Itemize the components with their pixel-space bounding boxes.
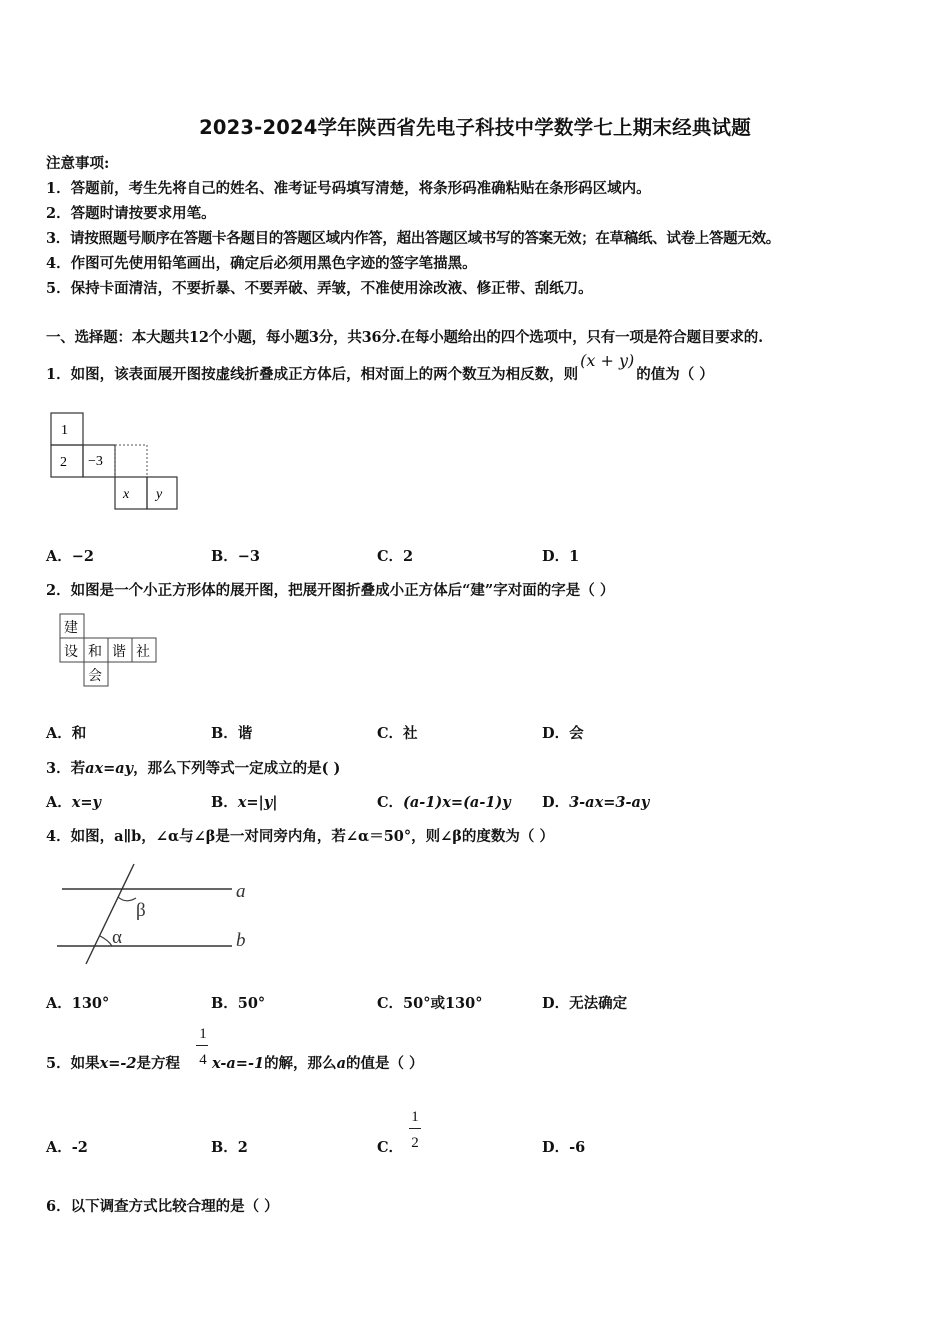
q1-net-cell: 2 bbox=[60, 455, 67, 470]
q3-option-a[interactable] bbox=[46, 791, 101, 812]
q3-option-label: C． bbox=[377, 794, 404, 811]
q5-option-c[interactable]: C． bbox=[377, 1139, 404, 1156]
q5-optc-denominator: 2 bbox=[411, 1135, 419, 1151]
q4-label-beta: β bbox=[136, 900, 146, 921]
q5-optc-fraction-bar bbox=[409, 1128, 421, 1129]
q4-option-b[interactable]: B．50° bbox=[211, 995, 266, 1012]
q5-stem-text: 5．如果 bbox=[46, 1055, 100, 1072]
q3-option-c[interactable] bbox=[377, 791, 511, 812]
transversal bbox=[86, 864, 134, 964]
q1-net-cell: x bbox=[123, 487, 130, 502]
q4-label-a: a bbox=[236, 881, 246, 902]
q3-stem-var: ax=ay bbox=[85, 760, 134, 777]
q5-var-a: a bbox=[336, 1055, 346, 1072]
notice-heading: 注意事项: bbox=[46, 155, 110, 172]
q2-option-b[interactable]: B．谐 bbox=[211, 725, 253, 742]
q5-option-d[interactable]: D．-6 bbox=[542, 1139, 586, 1156]
q2-net-cell: 社 bbox=[136, 645, 150, 660]
angle-beta-arc bbox=[118, 897, 136, 901]
q1-option-d[interactable]: D．1 bbox=[542, 548, 580, 565]
q5-fraction-numerator: 1 bbox=[199, 1026, 207, 1042]
q4-parallel-lines-figure bbox=[52, 860, 267, 970]
q3-option-expr: x=y bbox=[71, 794, 101, 811]
q3-option-label: B． bbox=[211, 794, 238, 811]
q1-stem-text: 1．如图，该表面展开图按虚线折叠成正方体后，相对面上的两个数互为相反数，则 bbox=[46, 366, 579, 383]
q3-option-label: A． bbox=[46, 794, 72, 811]
page-title: 2023-2024学年陕西省先电子科技中学数学七上期末经典试题 bbox=[199, 116, 751, 139]
q2-net-cell: 和 bbox=[88, 645, 102, 660]
q2-net-cell: 建 bbox=[64, 621, 78, 636]
q3-stem-end: ，那么下列等式一定成立的是( ) bbox=[133, 760, 341, 777]
q3-option-expr: 3-ax=3-ay bbox=[569, 794, 650, 811]
q5-stem-part2 bbox=[212, 1052, 424, 1073]
q2-option-c[interactable]: C．社 bbox=[377, 725, 418, 742]
q4-option-d[interactable]: D．无法确定 bbox=[542, 995, 628, 1012]
q1-stem-end: 的值为（ ） bbox=[636, 366, 714, 383]
q2-net-cell: 会 bbox=[88, 669, 102, 684]
q3-stem bbox=[46, 757, 340, 778]
notice-item: 3．请按照题号顺序在答题卡各题目的答题区域内作答，超出答题区域书写的答案无效；在草稿纸、试卷上答题无效。 bbox=[46, 230, 780, 247]
notice-item: 4．作图可先使用铅笔画出，确定后必须用黑色字迹的签字笔描黑。 bbox=[46, 255, 477, 272]
q1-cube-net bbox=[48, 410, 183, 512]
q5-stem-var: x=-2 bbox=[99, 1055, 137, 1072]
q3-option-expr: x=|y| bbox=[237, 794, 278, 811]
q3-option-d[interactable] bbox=[542, 791, 649, 812]
notice-item: 1．答题前，考生先将自己的姓名、准考证号码填写清楚，将条形码准确粘贴在条形码区域内。 bbox=[46, 180, 651, 197]
notice-item: 2．答题时请按要求用笔。 bbox=[46, 205, 216, 222]
q5-stem-text3: 的解，那么 bbox=[264, 1055, 337, 1072]
q5-stem-part1 bbox=[46, 1052, 180, 1073]
q3-option-b[interactable] bbox=[211, 791, 278, 812]
q3-option-expr: (a-1)x=(a-1)y bbox=[403, 794, 511, 811]
q1-option-c[interactable]: C．2 bbox=[377, 548, 414, 565]
q5-option-b[interactable]: B．2 bbox=[211, 1139, 248, 1156]
q1-option-a[interactable]: A．−2 bbox=[46, 548, 94, 565]
section-heading: 一、选择题：本大题共12个小题，每小题3分，共36分.在每小题给出的四个选项中，只有一项是符合题目要求的. bbox=[46, 329, 763, 346]
q5-stem-text2: 是方程 bbox=[136, 1055, 180, 1072]
q2-stem: 2．如图是一个小正方形体的展开图，把展开图折叠成小正方体后“建”字对面的字是（ ） bbox=[46, 582, 615, 599]
angle-alpha-arc bbox=[100, 936, 112, 946]
q1-net-cell: 1 bbox=[61, 423, 68, 438]
q2-option-d[interactable]: D．会 bbox=[542, 725, 584, 742]
q5-fraction-bar bbox=[196, 1045, 208, 1046]
q4-label-alpha: α bbox=[112, 927, 122, 948]
q3-stem-text: 3．若 bbox=[46, 760, 86, 777]
q5-equation: x-a=-1 bbox=[212, 1055, 265, 1072]
q4-option-c[interactable]: C．50°或130° bbox=[377, 995, 483, 1012]
q1-expression: (x + y) bbox=[580, 351, 635, 370]
q2-net-cell: 设 bbox=[64, 645, 78, 660]
q5-stem-end: 的值是（ ） bbox=[345, 1055, 424, 1072]
q1-net-cell: y bbox=[156, 487, 163, 502]
q3-option-label: D． bbox=[542, 794, 570, 811]
q2-option-a[interactable]: A．和 bbox=[46, 725, 87, 742]
q4-option-a[interactable]: A．130° bbox=[46, 995, 110, 1012]
q4-stem: 4．如图，a∥b，∠α与∠β是一对同旁内角，若∠α＝50°，则∠β的度数为（ ） bbox=[46, 828, 554, 845]
q4-label-b: b bbox=[236, 930, 246, 951]
q5-optc-numerator: 1 bbox=[411, 1109, 419, 1125]
q1-stem bbox=[46, 351, 714, 384]
notice-item: 5．保持卡面清洁，不要折暴、不要弄破、弄皱，不准使用涂改液、修正带、刮纸刀。 bbox=[46, 280, 593, 297]
q2-net-cell: 谐 bbox=[112, 645, 126, 660]
q2-cube-net bbox=[58, 612, 158, 690]
q1-option-b[interactable]: B．−3 bbox=[211, 548, 260, 565]
q1-net-cell: −3 bbox=[88, 454, 103, 469]
q5-fraction-denominator: 4 bbox=[199, 1052, 207, 1068]
q5-option-a[interactable]: A．-2 bbox=[46, 1139, 88, 1156]
q6-stem: 6．以下调查方式比较合理的是（ ） bbox=[46, 1198, 279, 1215]
